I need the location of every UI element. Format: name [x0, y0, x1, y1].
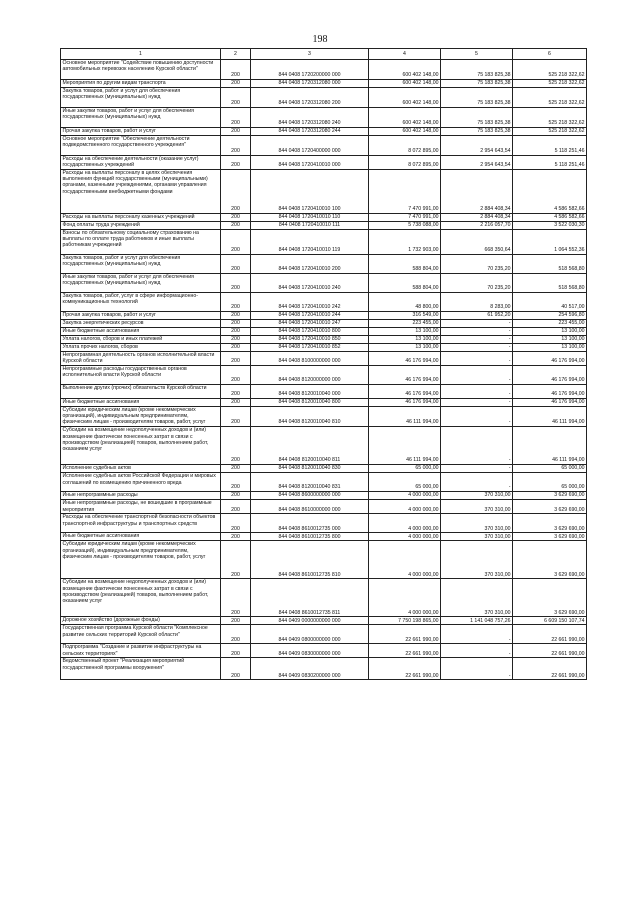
cell-fact: 370 310,00 [441, 514, 513, 533]
cell-name: Субсидии юридическим лицам (кроме некоммерческих организаций), индивидуальным предпринимателям, физическим лицам - производителям товаров, работ, услуг [61, 541, 221, 579]
header-cell: 6 [513, 49, 587, 60]
cell-name: Подпрограмма "Создание и развитие инфраструктуры на сельских территориях" [61, 644, 221, 658]
cell-grbs: 200 [221, 398, 251, 406]
cell-plan: 13 100,00 [369, 335, 441, 343]
cell-grbs: 200 [221, 541, 251, 579]
cell-plan: 600 402 148,00 [369, 79, 441, 87]
cell-code: 844 0408 1720410010 240 [251, 273, 369, 292]
table-row [61, 492, 587, 500]
table-row [61, 384, 587, 398]
cell-fact: 370 310,00 [441, 541, 513, 579]
cell-plan: 4 000 000,00 [369, 541, 441, 579]
cell-code: 844 0409 0830200000 000 [251, 658, 369, 680]
cell-name: Непрограммные расходы государственных органов исполнительной власти Курской области [61, 365, 221, 384]
table-row [61, 365, 587, 384]
cell-name: Основное мероприятие "Содействие повышению доступности автомобильных перевозок населению Курской области" [61, 59, 221, 79]
table-row [61, 465, 587, 473]
cell-code: 844 0408 8610012735 810 [251, 541, 369, 579]
cell-code: 844 0408 1720410010 244 [251, 311, 369, 319]
cell-grbs: 200 [221, 658, 251, 680]
cell-fact: 70 235,20 [441, 254, 513, 273]
cell-rest: 3 629 690,00 [513, 533, 587, 541]
cell-rest: 518 568,80 [513, 254, 587, 273]
cell-fact: 75 183 825,38 [441, 79, 513, 87]
cell-grbs: 200 [221, 384, 251, 398]
cell-rest: 525 218 322,62 [513, 79, 587, 87]
cell-rest: 46 176 994,00 [513, 398, 587, 406]
cell-fact: 668 350,64 [441, 229, 513, 254]
cell-name: Иные непрограммные расходы [61, 492, 221, 500]
cell-fact: - [441, 625, 513, 644]
cell-name: Расходы на обеспечение транспортной безопасности объектов транспортной инфраструктуры и транспортных средств [61, 514, 221, 533]
table-row [61, 292, 587, 311]
cell-grbs: 200 [221, 319, 251, 327]
cell-plan: 223 455,00 [369, 319, 441, 327]
cell-code: 844 0408 1720410010 000 [251, 155, 369, 169]
cell-fact: 8 283,00 [441, 292, 513, 311]
table-row [61, 319, 587, 327]
cell-rest: 3 629 690,00 [513, 492, 587, 500]
cell-fact: 2 954 643,54 [441, 155, 513, 169]
cell-plan: 22 661 990,00 [369, 658, 441, 680]
cell-grbs: 200 [221, 79, 251, 87]
cell-rest: 22 661 990,00 [513, 644, 587, 658]
cell-code: 844 0408 8120000000 000 [251, 365, 369, 384]
cell-rest: 46 176 994,00 [513, 365, 587, 384]
cell-fact: - [441, 658, 513, 680]
cell-grbs: 200 [221, 213, 251, 221]
cell-name: Взносы по обязательному социальному страхованию на выплаты по оплате труда работников и иные выплаты работникам учреждений [61, 229, 221, 254]
cell-rest: 1 064 552,36 [513, 229, 587, 254]
cell-name: Иные закупки товаров, работ и услуг для обеспечения государственных (муниципальных) нужд [61, 273, 221, 292]
cell-grbs: 200 [221, 273, 251, 292]
table-row [61, 169, 587, 213]
budget-table [60, 48, 587, 680]
cell-code: 844 0408 1720410010 247 [251, 319, 369, 327]
table-row [61, 644, 587, 658]
cell-name: Исполнение судебных актов [61, 465, 221, 473]
table-row [61, 351, 587, 365]
cell-fact: 61 952,20 [441, 311, 513, 319]
cell-plan: 46 176 994,00 [369, 351, 441, 365]
cell-plan: 600 402 148,00 [369, 107, 441, 127]
cell-grbs: 200 [221, 492, 251, 500]
cell-grbs: 200 [221, 500, 251, 514]
cell-code: 844 0408 1720410010 800 [251, 327, 369, 335]
cell-name: Иные непрограммные расходы, не вошедшие в программные мероприятия [61, 500, 221, 514]
cell-plan: 588 804,00 [369, 273, 441, 292]
cell-name: Закупка товаров, работ, услуг в сфере информационно-коммуникационных технологий [61, 292, 221, 311]
cell-plan: 46 176 994,00 [369, 365, 441, 384]
cell-code: 844 0408 8600000000 000 [251, 492, 369, 500]
table-row [61, 541, 587, 579]
cell-plan: 13 100,00 [369, 343, 441, 351]
cell-plan: 46 111 994,00 [369, 427, 441, 465]
cell-grbs: 200 [221, 579, 251, 617]
cell-name: Иные бюджетные ассигнования [61, 398, 221, 406]
cell-grbs: 200 [221, 135, 251, 155]
cell-rest: 46 176 994,00 [513, 384, 587, 398]
cell-rest: 3 629 690,00 [513, 541, 587, 579]
cell-name: Уплата прочих налогов, сборов [61, 343, 221, 351]
cell-grbs: 200 [221, 514, 251, 533]
cell-fact: - [441, 343, 513, 351]
cell-fact: 2 884 408,34 [441, 169, 513, 213]
cell-plan: 4 000 000,00 [369, 533, 441, 541]
cell-rest: 3 629 690,00 [513, 500, 587, 514]
cell-grbs: 200 [221, 254, 251, 273]
cell-plan: 7 470 991,00 [369, 213, 441, 221]
table-row [61, 127, 587, 135]
table-row [61, 79, 587, 87]
cell-name: Прочая закупка товаров, работ и услуг [61, 127, 221, 135]
cell-grbs: 200 [221, 406, 251, 426]
cell-code: 844 0408 8610012735 000 [251, 514, 369, 533]
cell-plan: 600 402 148,00 [369, 87, 441, 107]
table-row [61, 406, 587, 426]
cell-grbs: 200 [221, 644, 251, 658]
cell-name: Исполнение судебных актов Российской Федерации и мировых соглашений по возмещению причиненного вреда [61, 473, 221, 492]
cell-rest: 46 176 994,00 [513, 351, 587, 365]
cell-code: 844 0408 8610012735 800 [251, 533, 369, 541]
header-cell: 4 [369, 49, 441, 60]
cell-fact: 75 183 825,38 [441, 87, 513, 107]
cell-code: 844 0409 0000000000 000 [251, 617, 369, 625]
header-cell: 3 [251, 49, 369, 60]
cell-code: 844 0409 0830000000 000 [251, 644, 369, 658]
cell-code: 844 0408 8100000000 000 [251, 351, 369, 365]
table-row [61, 273, 587, 292]
cell-fact: - [441, 365, 513, 384]
cell-grbs: 200 [221, 59, 251, 79]
cell-code: 844 0408 8120010040 830 [251, 465, 369, 473]
cell-plan: 7 470 991,00 [369, 169, 441, 213]
cell-plan: 1 732 903,00 [369, 229, 441, 254]
cell-grbs: 200 [221, 427, 251, 465]
table-row [61, 327, 587, 335]
cell-fact: 370 310,00 [441, 500, 513, 514]
cell-code: 844 0408 1720312080 240 [251, 107, 369, 127]
table-row [61, 473, 587, 492]
cell-fact: 75 183 825,38 [441, 107, 513, 127]
cell-fact: - [441, 427, 513, 465]
cell-rest: 22 661 990,00 [513, 658, 587, 680]
cell-fact: - [441, 644, 513, 658]
page-number: 198 [312, 34, 328, 45]
cell-rest: 3 629 690,00 [513, 514, 587, 533]
cell-fact: 2 216 057,70 [441, 221, 513, 229]
table-row [61, 343, 587, 351]
table-row [61, 617, 587, 625]
cell-grbs: 200 [221, 351, 251, 365]
table-row [61, 335, 587, 343]
cell-rest: 4 586 582,66 [513, 213, 587, 221]
cell-code: 844 0408 1720410010 200 [251, 254, 369, 273]
table-row [61, 254, 587, 273]
cell-plan: 48 800,00 [369, 292, 441, 311]
header-cell: 5 [441, 49, 513, 60]
cell-rest: 525 218 322,62 [513, 87, 587, 107]
budget-table-body [61, 49, 587, 680]
cell-code: 844 0408 1720410010 852 [251, 343, 369, 351]
cell-plan: 46 176 994,00 [369, 398, 441, 406]
cell-fact: - [441, 319, 513, 327]
cell-rest: 525 218 322,62 [513, 107, 587, 127]
table-row [61, 625, 587, 644]
cell-fact: - [441, 351, 513, 365]
cell-fact: 370 310,00 [441, 492, 513, 500]
cell-name: Иные бюджетные ассигнования [61, 533, 221, 541]
cell-grbs: 200 [221, 169, 251, 213]
cell-name: Субсидии юридическим лицам (кроме некоммерческих организаций), индивидуальным предпринимателям, физическим лицам - производителям товаров, работ, услуг [61, 406, 221, 426]
cell-name: Непрограммная деятельность органов исполнительной власти Курской области [61, 351, 221, 365]
cell-grbs: 200 [221, 155, 251, 169]
cell-rest: 5 118 251,46 [513, 135, 587, 155]
cell-name: Закупка энергетических ресурсов [61, 319, 221, 327]
cell-code: 844 0408 1720410010 110 [251, 213, 369, 221]
cell-name: Иные закупки товаров, работ и услуг для обеспечения государственных (муниципальных) нужд [61, 107, 221, 127]
cell-rest: 22 661 990,00 [513, 625, 587, 644]
cell-name: Ведомственный проект "Реализация мероприятий государственной программы вооружения" [61, 658, 221, 680]
cell-plan: 22 661 990,00 [369, 644, 441, 658]
cell-plan: 65 000,00 [369, 465, 441, 473]
table-header-row [61, 49, 587, 60]
cell-plan: 5 738 088,00 [369, 221, 441, 229]
cell-plan: 600 402 148,00 [369, 59, 441, 79]
table-row [61, 533, 587, 541]
cell-grbs: 200 [221, 473, 251, 492]
cell-grbs: 200 [221, 327, 251, 335]
cell-code: 844 0408 8610000000 000 [251, 500, 369, 514]
table-row [61, 579, 587, 617]
table-row [61, 221, 587, 229]
cell-name: Мероприятия по другим видам транспорта [61, 79, 221, 87]
cell-rest: 3 629 690,00 [513, 579, 587, 617]
cell-grbs: 200 [221, 533, 251, 541]
cell-name: Фонд оплаты труда учреждений [61, 221, 221, 229]
cell-rest: 525 218 322,62 [513, 127, 587, 135]
cell-plan: 8 072 895,00 [369, 135, 441, 155]
cell-plan: 13 100,00 [369, 327, 441, 335]
table-row [61, 398, 587, 406]
cell-name: Субсидии на возмещение недополученных доходов и (или) возмещение фактически понесенных затрат в связи с производством (реализацией) товаров, выполнением работ, оказанием услуг [61, 579, 221, 617]
cell-code: 844 0408 1720312080 244 [251, 127, 369, 135]
table-row [61, 229, 587, 254]
cell-grbs: 200 [221, 343, 251, 351]
cell-name: Дорожное хозяйство (дорожные фонды) [61, 617, 221, 625]
cell-grbs: 200 [221, 617, 251, 625]
cell-name: Уплата налогов, сборов и иных платежей [61, 335, 221, 343]
cell-grbs: 200 [221, 107, 251, 127]
cell-rest: 13 100,00 [513, 335, 587, 343]
cell-fact: 75 183 825,38 [441, 127, 513, 135]
cell-name: Выполнение других (прочих) обязательств Курской области [61, 384, 221, 398]
cell-name: Закупка товаров, работ и услуг для обеспечения государственных (муниципальных) нужд [61, 254, 221, 273]
cell-rest: 5 118 251,46 [513, 155, 587, 169]
table-row [61, 213, 587, 221]
cell-code: 844 0408 1720312080 000 [251, 79, 369, 87]
cell-grbs: 200 [221, 365, 251, 384]
cell-rest: 223 455,00 [513, 319, 587, 327]
table-row [61, 107, 587, 127]
cell-plan: 65 000,00 [369, 473, 441, 492]
cell-rest: 46 111 994,00 [513, 406, 587, 426]
cell-fact: - [441, 398, 513, 406]
cell-name: Государственная программа Курской области "Комплексное развитие сельских территорий Курской области" [61, 625, 221, 644]
cell-grbs: 200 [221, 465, 251, 473]
table-row [61, 59, 587, 79]
table-row [61, 155, 587, 169]
cell-name: Субсидии на возмещение недополученных доходов и (или) возмещение фактически понесенных затрат в связи с производством (реализацией) товаров, выполнением работ, оказанием услуг [61, 427, 221, 465]
cell-code: 844 0408 1720410010 111 [251, 221, 369, 229]
cell-fact: - [441, 473, 513, 492]
cell-rest: 13 100,00 [513, 327, 587, 335]
table-row [61, 87, 587, 107]
cell-code: 844 0408 1720200000 000 [251, 59, 369, 79]
cell-fact: - [441, 406, 513, 426]
cell-fact: - [441, 327, 513, 335]
cell-code: 844 0408 1720400000 000 [251, 135, 369, 155]
cell-grbs: 200 [221, 311, 251, 319]
cell-fact: - [441, 465, 513, 473]
cell-rest: 6 609 150 107,74 [513, 617, 587, 625]
table-row [61, 658, 587, 680]
cell-plan: 46 176 994,00 [369, 384, 441, 398]
cell-grbs: 200 [221, 292, 251, 311]
cell-plan: 8 072 895,00 [369, 155, 441, 169]
cell-name: Расходы на выплаты персоналу в целях обеспечения выполнения функций государственными (муниципальными) органами, казенными учреждениями, органами управления государственными внебюджетными фондами [61, 169, 221, 213]
cell-plan: 22 661 990,00 [369, 625, 441, 644]
table-row [61, 311, 587, 319]
cell-fact: 75 183 825,38 [441, 59, 513, 79]
cell-name: Расходы на выплаты персоналу казенных учреждений [61, 213, 221, 221]
cell-plan: 600 402 148,00 [369, 127, 441, 135]
cell-grbs: 200 [221, 229, 251, 254]
table-row [61, 427, 587, 465]
cell-fact: 2 884 408,34 [441, 213, 513, 221]
cell-name: Основное мероприятие "Обеспечение деятельности подведомственного государственного учреждения" [61, 135, 221, 155]
cell-code: 844 0408 8610012735 811 [251, 579, 369, 617]
cell-code: 844 0408 8120010040 800 [251, 398, 369, 406]
cell-rest: 3 522 030,30 [513, 221, 587, 229]
cell-rest: 254 596,80 [513, 311, 587, 319]
cell-code: 844 0408 1720312080 200 [251, 87, 369, 107]
cell-fact: 370 310,00 [441, 533, 513, 541]
header-cell: 1 [61, 49, 221, 60]
cell-code: 844 0408 1720410010 100 [251, 169, 369, 213]
cell-plan: 316 549,00 [369, 311, 441, 319]
cell-fact: - [441, 335, 513, 343]
cell-fact: 70 235,20 [441, 273, 513, 292]
cell-rest: 46 111 994,00 [513, 427, 587, 465]
cell-rest: 13 100,00 [513, 343, 587, 351]
cell-rest: 525 218 322,62 [513, 59, 587, 79]
cell-rest: 4 586 582,66 [513, 169, 587, 213]
cell-plan: 46 111 994,00 [369, 406, 441, 426]
cell-plan: 7 750 198 865,00 [369, 617, 441, 625]
cell-name: Прочая закупка товаров, работ и услуг [61, 311, 221, 319]
cell-fact: 2 954 643,54 [441, 135, 513, 155]
cell-name: Расходы на обеспечение деятельности (оказание услуг) государственных учреждений [61, 155, 221, 169]
cell-rest: 65 000,00 [513, 465, 587, 473]
cell-name: Иные бюджетные ассигнования [61, 327, 221, 335]
cell-plan: 4 000 000,00 [369, 500, 441, 514]
cell-plan: 4 000 000,00 [369, 579, 441, 617]
cell-code: 844 0408 8120010040 811 [251, 427, 369, 465]
cell-grbs: 200 [221, 221, 251, 229]
cell-plan: 4 000 000,00 [369, 492, 441, 500]
cell-code: 844 0408 1720410010 850 [251, 335, 369, 343]
cell-code: 844 0408 8120010040 000 [251, 384, 369, 398]
cell-rest: 65 000,00 [513, 473, 587, 492]
cell-grbs: 200 [221, 625, 251, 644]
cell-fact: - [441, 384, 513, 398]
table-row [61, 500, 587, 514]
table-row [61, 514, 587, 533]
cell-grbs: 200 [221, 127, 251, 135]
cell-rest: 40 517,00 [513, 292, 587, 311]
cell-grbs: 200 [221, 87, 251, 107]
header-cell: 2 [221, 49, 251, 60]
cell-fact: 370 310,00 [441, 579, 513, 617]
table-row [61, 135, 587, 155]
cell-rest: 518 568,80 [513, 273, 587, 292]
cell-code: 844 0408 1720410010 119 [251, 229, 369, 254]
cell-name: Закупка товаров, работ и услуг для обеспечения государственных (муниципальных) нужд [61, 87, 221, 107]
cell-plan: 4 000 000,00 [369, 514, 441, 533]
cell-code: 844 0408 8120010040 810 [251, 406, 369, 426]
cell-grbs: 200 [221, 335, 251, 343]
cell-code: 844 0408 8120010040 831 [251, 473, 369, 492]
cell-plan: 588 804,00 [369, 254, 441, 273]
cell-code: 844 0408 1720410010 242 [251, 292, 369, 311]
cell-code: 844 0409 0800000000 000 [251, 625, 369, 644]
cell-fact: 1 141 048 757,26 [441, 617, 513, 625]
